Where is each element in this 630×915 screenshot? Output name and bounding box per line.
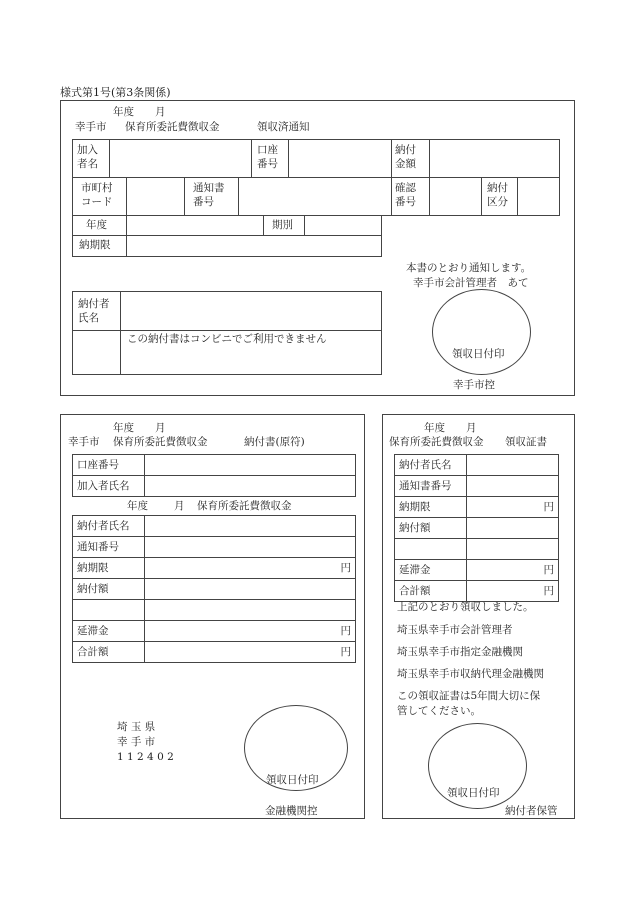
account-number-label: 口座 番号 xyxy=(257,144,278,170)
slip-title-doc: 納付書(原符) xyxy=(244,436,305,448)
slip-top-label-cell: 口座番号 xyxy=(73,455,145,476)
slip-main-row xyxy=(73,516,356,537)
payment-slip-section xyxy=(60,414,365,819)
slip-main-label-cell xyxy=(73,600,145,621)
receipt-stamp-label: 領収日付印 xyxy=(447,787,500,799)
notice-title-item: 保育所委託費徴収金 xyxy=(125,121,220,133)
subscriber-name-label: 加入 者名 xyxy=(77,144,98,170)
notice-title-city: 幸手市 xyxy=(75,121,107,133)
notice-row-3 xyxy=(72,215,382,236)
slip-stamp-label: 領収日付印 xyxy=(266,774,319,786)
receipt-row xyxy=(395,476,559,497)
receipt-issuer-2: 埼玉県幸手市指定金融機関 xyxy=(397,646,523,658)
slip-main-row xyxy=(73,579,356,600)
yen-unit: 円 xyxy=(340,561,351,574)
payment-category-label: 納付 区分 xyxy=(487,182,508,208)
receipt-label-cell: 納付者氏名 xyxy=(395,455,467,476)
slip-main-value-cell xyxy=(145,558,356,579)
receipt-copy-label: 納付者保管 xyxy=(505,805,558,817)
slip-sub-month: 月 xyxy=(174,500,185,512)
receipt-year-month: 年度 月 xyxy=(424,422,477,434)
municipality-code-label: 市町村 コード xyxy=(81,182,113,208)
receipt-value-cell xyxy=(467,497,559,518)
slip-main-value-cell xyxy=(145,642,356,663)
fiscal-year-label: 年度 xyxy=(86,219,107,231)
receipt-issuer-1: 埼玉県幸手市会計管理者 xyxy=(397,624,513,636)
slip-main-label-cell: 通知番号 xyxy=(73,537,145,558)
receipt-row xyxy=(395,497,559,518)
slip-top-value-cell xyxy=(145,455,356,476)
receipt-label-cell: 通知書番号 xyxy=(395,476,467,497)
payer-name-label: 納付者 氏名 xyxy=(78,298,110,324)
receipt-row xyxy=(395,539,559,560)
receipt-title-item: 保育所委託費徴収金 xyxy=(389,436,484,448)
payment-amount-label: 納付 金額 xyxy=(395,144,416,170)
slip-sub-year: 年度 xyxy=(127,500,148,512)
notice-stamp-circle xyxy=(432,289,531,375)
slip-main-label-cell: 延滞金 xyxy=(73,621,145,642)
notice-row-4 xyxy=(72,235,382,257)
slip-main-row xyxy=(73,642,356,663)
slip-main-value-cell xyxy=(145,600,356,621)
notice-message-line2: 幸手市会計管理者 あて xyxy=(413,277,529,289)
notice-stamp-label: 領収日付印 xyxy=(452,348,505,360)
payment-deadline-label: 納期限 xyxy=(79,239,111,251)
receipt-row xyxy=(395,560,559,581)
slip-main-label-cell: 合計額 xyxy=(73,642,145,663)
notice-number-label: 通知書 番号 xyxy=(193,182,225,208)
slip-copy-label: 金融機関控 xyxy=(265,805,318,817)
receipt-value-cell xyxy=(467,560,559,581)
slip-main-label-cell: 納期限 xyxy=(73,558,145,579)
slip-main-value-cell xyxy=(145,579,356,600)
yen-unit: 円 xyxy=(543,500,554,513)
slip-main-row xyxy=(73,600,356,621)
slip-top-row xyxy=(73,455,356,476)
receipt-keep-line2: 管してください。 xyxy=(397,705,481,717)
period-label: 期別 xyxy=(272,219,293,231)
notice-year-month: 年度 月 xyxy=(113,106,166,118)
convenience-store-notice: この納付書はコンビニでご利用できません xyxy=(127,333,327,345)
slip-main-row xyxy=(73,558,356,579)
receipt-value-cell xyxy=(467,518,559,539)
slip-top-label-cell: 加入者氏名 xyxy=(73,476,145,497)
receipt-label-cell xyxy=(395,539,467,560)
slip-address-code: 1 1 2 4 0 2 xyxy=(117,751,174,763)
receipt-table xyxy=(394,454,559,602)
receipt-notice-section xyxy=(60,100,575,396)
receipt-label-cell: 納期限 xyxy=(395,497,467,518)
notice-title-doc: 領収済通知 xyxy=(257,121,310,133)
receipt-value-cell xyxy=(467,539,559,560)
yen-unit: 円 xyxy=(543,563,554,576)
yen-unit: 円 xyxy=(340,624,351,637)
slip-main-value-cell xyxy=(145,537,356,558)
slip-title-city: 幸手市 xyxy=(68,436,100,448)
slip-top-value-cell xyxy=(145,476,356,497)
receipt-received-text: 上記のとおり領収しました。 xyxy=(397,601,534,613)
slip-main-row xyxy=(73,537,356,558)
slip-top-row xyxy=(73,476,356,497)
receipt-value-cell xyxy=(467,476,559,497)
receipt-label-cell: 納付額 xyxy=(395,518,467,539)
slip-address-city: 幸 手 市 xyxy=(117,736,156,748)
slip-top-table xyxy=(72,454,356,497)
slip-main-label-cell: 納付者氏名 xyxy=(73,516,145,537)
receipt-value-cell xyxy=(467,455,559,476)
slip-main-table xyxy=(72,515,356,663)
slip-title-item: 保育所委託費徴収金 xyxy=(113,436,208,448)
slip-year-month: 年度 月 xyxy=(113,422,166,434)
slip-address-prefecture: 埼 玉 県 xyxy=(117,721,156,733)
receipt-title-doc: 領収証書 xyxy=(505,436,547,448)
receipt-keep-line1: この領収証書は5年間大切に保 xyxy=(397,690,541,702)
receipt-row xyxy=(395,455,559,476)
yen-unit: 円 xyxy=(340,645,351,658)
receipt-row xyxy=(395,518,559,539)
receipt-row xyxy=(395,581,559,602)
receipt-issuer-3: 埼玉県幸手市収納代理金融機関 xyxy=(397,668,544,680)
slip-main-value-cell xyxy=(145,516,356,537)
form-number-label: 様式第1号(第3条関係) xyxy=(60,86,171,99)
notice-row-1 xyxy=(72,139,560,178)
receipt-label-cell: 合計額 xyxy=(395,581,467,602)
receipt-label-cell: 延滞金 xyxy=(395,560,467,581)
slip-main-label-cell: 納付額 xyxy=(73,579,145,600)
receipt-value-cell xyxy=(467,581,559,602)
notice-copy-label: 幸手市控 xyxy=(453,379,495,391)
confirmation-number-label: 確認 番号 xyxy=(395,182,416,208)
slip-sub-item: 保育所委託費徴収金 xyxy=(197,500,292,512)
receipt-section xyxy=(382,414,575,819)
notice-message-line1: 本書のとおり通知します。 xyxy=(406,262,532,274)
slip-main-value-cell xyxy=(145,621,356,642)
slip-main-row xyxy=(73,621,356,642)
yen-unit: 円 xyxy=(543,584,554,597)
